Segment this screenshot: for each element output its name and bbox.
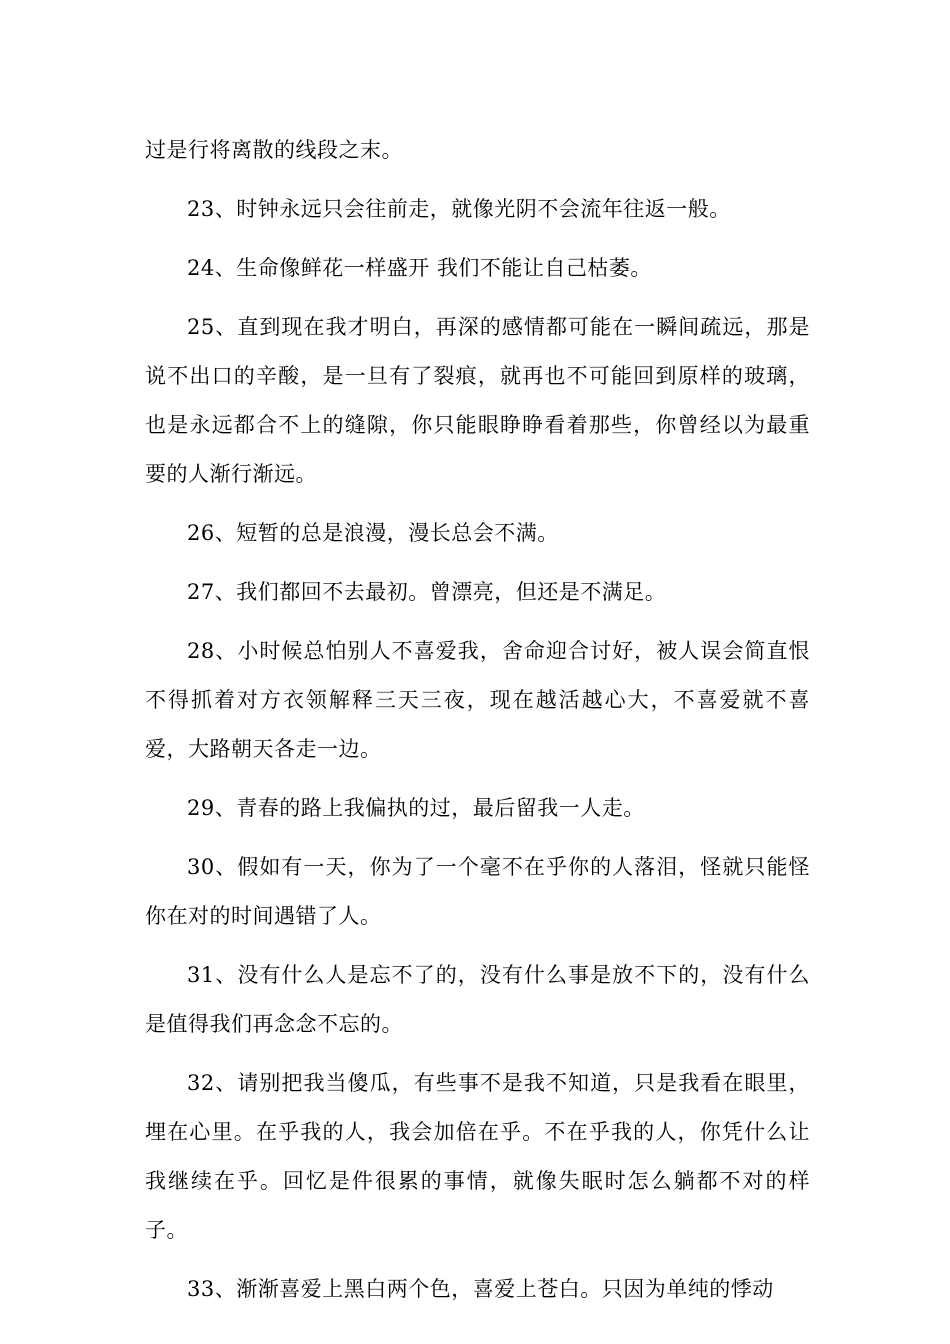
quote-item-26: 26、短暂的总是浪漫，漫长总会不满。 [187,521,559,545]
quote-item-29: 29、青春的路上我偏执的过，最后留我一人走。 [187,796,645,820]
quote-item-31: 31、没有什么人是忘不了的，没有什么事是放不下的，没有什么是值得我们再念念不忘的。 [145,963,810,1036]
quote-item-25: 25、直到现在我才明白，再深的感情都可能在一瞬间疏远，那是说不出口的辛酸，是一旦有了裂痕，就再也不可能回到原样的玻璃，也是永远都合不上的缝隙，你只能眼睁睁看着那些，你曾经以为最重要的人渐行渐远。 [145,315,810,486]
quote-item-28: 28、小时候总怕别人不喜爱我，舍命迎合讨好，被人误会简直恨不得抓着对方衣领解释三天三夜，现在越活越心大，不喜爱就不喜爱，大路朝天各走一边。 [145,639,810,761]
quote-item-27: 27、我们都回不去最初。曾漂亮，但还是不满足。 [187,580,667,604]
quote-item-33: 33、渐渐喜爱上黑白两个色，喜爱上苍白。只因为单纯的悸动 [187,1277,774,1301]
quote-item-30: 30、假如有一天，你为了一个毫不在乎你的人落泪，怪就只能怪你在对的时间遇错了人。 [145,855,810,928]
quote-item-23: 23、时钟永远只会往前走，就像光阴不会流年往返一般。 [187,197,731,221]
quote-item-32: 32、请别把我当傻瓜，有些事不是我不知道，只是我看在眼里，埋在心里。在乎我的人，我会加倍在乎。不在乎我的人，你凭什么让我继续在乎。回忆是件很累的事情，就像失眠时怎么躺都不对的样子。 [145,1071,810,1242]
paragraph-continuation: 过是行将离散的线段之末。 [145,138,403,162]
document-body [145,126,810,1324]
quote-item-24: 24、生命像鲜花一样盛开 我们不能让自己枯萎。 [187,256,652,280]
